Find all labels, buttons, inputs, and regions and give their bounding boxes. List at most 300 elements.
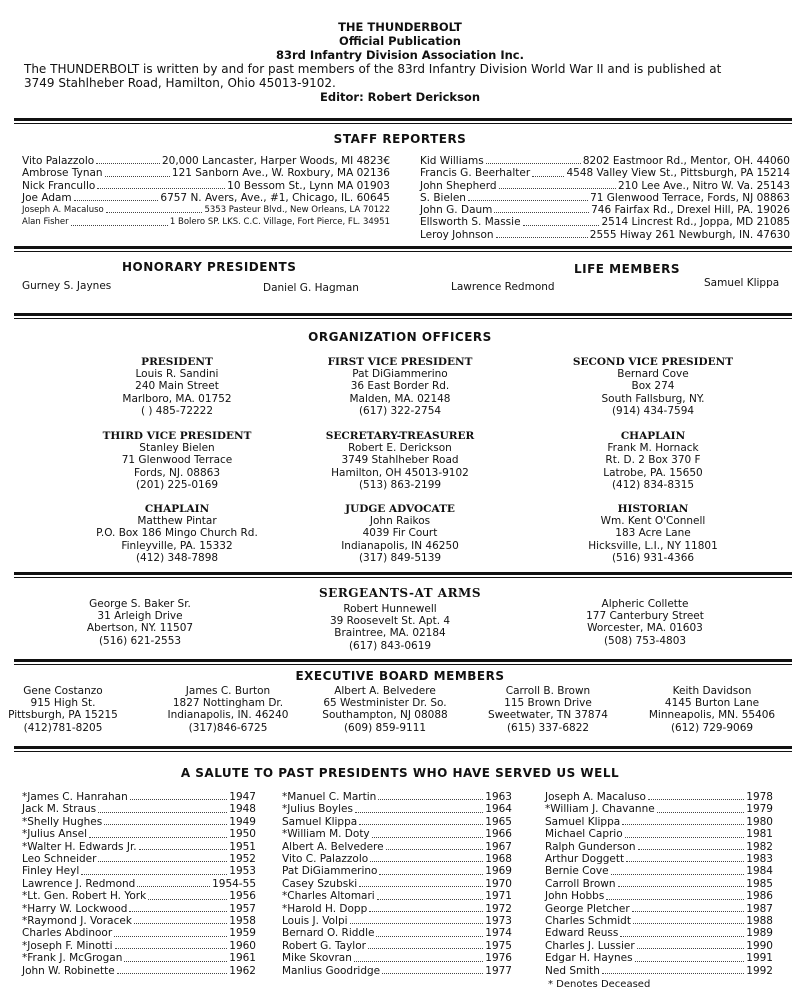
past-president-row xyxy=(22,865,256,877)
sergeant-phone: (508) 753-4803 xyxy=(603,634,687,647)
past-president-row xyxy=(22,803,256,815)
sergeant-address-line: 39 Roosevelt St. Apt. 4 xyxy=(329,615,451,628)
officer-phone: (412) 348-7898 xyxy=(135,551,219,564)
officer-phone: (317) 849-5139 xyxy=(358,551,442,564)
dot-leader xyxy=(359,816,483,825)
publication-description: The THUNDERBOLT is written by and for past members of the 83rd Infantry Division World War II and is published at xyxy=(24,62,722,76)
officer-phone: ( ) 485-72222 xyxy=(140,404,214,417)
sergeant-address-line: 177 Canterbury Street xyxy=(586,610,704,623)
divider xyxy=(14,659,792,665)
past-president-name: *Lt. Gen. Robert H. York xyxy=(22,890,147,903)
past-president-name: *Manuel C. Martin xyxy=(282,791,377,803)
officer-title: HISTORIAN xyxy=(617,503,689,515)
past-president-name: Albert A. Belvedere xyxy=(282,840,384,853)
officer-title: THIRD VICE PRESIDENT xyxy=(102,430,252,442)
masthead xyxy=(0,20,800,104)
officer-name: Matthew Pintar xyxy=(137,515,217,528)
past-president-name: Samuel Klippa xyxy=(282,815,358,828)
member-address-line: Pittsburgh, PA 15215 xyxy=(8,709,118,722)
past-president-year: 1971 xyxy=(485,890,512,903)
past-president-row xyxy=(545,903,773,915)
member-name: Gene Costanzo xyxy=(23,685,103,697)
dot-leader xyxy=(115,940,228,949)
past-president-name: *James C. Hanrahan xyxy=(22,791,128,803)
staff-reporter-name: Leroy Johnson xyxy=(420,228,494,241)
past-president-year: 1988 xyxy=(746,915,773,928)
staff-reporter-row xyxy=(420,167,790,179)
dot-leader xyxy=(148,890,227,899)
dot-leader xyxy=(89,828,227,837)
dot-leader xyxy=(622,816,744,825)
past-president-row xyxy=(22,828,256,840)
officer-title: FIRST VICE PRESIDENT xyxy=(327,356,473,368)
sergeant-entry xyxy=(540,598,750,647)
staff-reporter-row xyxy=(420,192,790,204)
dot-leader xyxy=(637,940,745,949)
past-president-year: 1978 xyxy=(746,791,773,803)
past-president-year: 1958 xyxy=(229,915,256,928)
past-president-name: John Hobbs xyxy=(545,890,605,903)
dot-leader xyxy=(638,841,745,850)
staff-reporter-address: 8202 Eastmoor Rd., Mentor, OH. 44060 xyxy=(582,155,790,167)
staff-reporter-name: S. Bielen xyxy=(420,191,466,204)
past-president-row xyxy=(282,927,512,939)
past-president-name: *Raymond J. Voracek xyxy=(22,915,132,928)
past-president-year: 1979 xyxy=(746,803,773,816)
sergeant-name: Robert Hunnewell xyxy=(343,603,437,615)
publication-subtitle: Official Publication xyxy=(339,34,461,48)
staff-reporter-name: Francis G. Beerhalter xyxy=(420,167,531,180)
staff-reporter-row xyxy=(420,180,790,192)
past-president-name: *Harry W. Lockwood xyxy=(22,902,128,915)
executive-board-title: EXECUTIVE BOARD MEMBERS xyxy=(295,669,505,683)
officer-address-line: 183 Acre Lane xyxy=(615,527,691,540)
past-president-year: 1961 xyxy=(229,952,256,965)
past-president-name: Edgar H. Haynes xyxy=(545,952,633,965)
past-president-row xyxy=(282,853,512,865)
past-president-row xyxy=(545,865,773,877)
past-president-row xyxy=(545,791,773,803)
officer-entry xyxy=(62,430,292,491)
past-president-year: 1984 xyxy=(746,865,773,878)
dot-leader xyxy=(354,952,483,961)
past-president-name: Joseph A. Macaluso xyxy=(545,791,646,803)
officer-address-line: P.O. Box 186 Mingo Church Rd. xyxy=(96,527,258,540)
staff-reporter-address: 5353 Pasteur Blvd., New Orleans, LA 70122 xyxy=(204,205,390,216)
officer-name: John Raikos xyxy=(369,515,431,528)
officer-address-line: Marlboro, MA. 01752 xyxy=(122,392,232,405)
dot-leader xyxy=(134,915,227,924)
past-president-row xyxy=(282,940,512,952)
staff-reporter-name: Ellsworth S. Massie xyxy=(420,216,521,229)
divider xyxy=(14,572,792,578)
organization-officers-title: ORGANIZATION OFFICERS xyxy=(308,330,492,344)
dot-leader xyxy=(355,803,483,812)
past-president-year: 1966 xyxy=(485,828,512,841)
officer-entry xyxy=(538,356,768,417)
past-president-year: 1974 xyxy=(485,927,512,940)
past-president-year: 1970 xyxy=(485,877,512,890)
dot-leader xyxy=(98,803,227,812)
officer-name: Louis R. Sandini xyxy=(135,368,219,381)
past-president-row xyxy=(22,791,256,803)
executive-member-entry xyxy=(305,685,465,734)
staff-reporter-row xyxy=(420,229,790,241)
sergeant-address-line: Braintree, MA. 02184 xyxy=(334,627,446,640)
dot-leader xyxy=(98,853,227,862)
officer-address-line: Hamilton, OH 45013-9102 xyxy=(331,466,469,479)
past-president-year: 1950 xyxy=(229,828,256,841)
member-phone: (612) 729-9069 xyxy=(670,721,754,734)
past-president-name: Arthur Doggett xyxy=(545,853,625,866)
dot-leader xyxy=(117,965,228,974)
past-president-name: *William M. Doty xyxy=(282,828,370,841)
divider xyxy=(14,118,792,124)
dot-leader xyxy=(377,890,484,899)
staff-reporters-title: STAFF REPORTERS xyxy=(333,132,467,146)
past-president-row xyxy=(22,878,256,890)
sergeant-name: George S. Baker Sr. xyxy=(89,598,191,610)
dot-leader xyxy=(632,903,745,912)
past-president-year: 1963 xyxy=(485,791,512,803)
past-president-year: 1985 xyxy=(746,877,773,890)
sergeants-at-arms-title: SERGEANTS-AT ARMS xyxy=(319,586,481,600)
sergeant-name: Alpheric Collette xyxy=(601,598,689,610)
past-president-year: 1983 xyxy=(746,853,773,866)
officer-address-line: Rt. D. 2 Box 370 F xyxy=(605,454,701,467)
dot-leader xyxy=(105,167,170,176)
past-president-row xyxy=(282,903,512,915)
staff-reporter-address: 1 Bolero SP. LKS. C.C. Village, Fort Pierce, FL. 34951 xyxy=(169,217,390,228)
member-name: Keith Davidson xyxy=(672,685,752,697)
association-name: 83rd Infantry Division Association Inc. xyxy=(276,48,524,62)
dot-leader xyxy=(359,878,483,887)
past-president-row xyxy=(545,878,773,890)
staff-reporter-name: Joe Adam xyxy=(22,191,72,204)
honorary-presidents-title: HONORARY PRESIDENTS xyxy=(122,260,297,274)
past-president-row xyxy=(545,890,773,902)
dot-leader xyxy=(468,192,588,201)
past-president-year: 1975 xyxy=(485,939,512,952)
officer-name: Wm. Kent O'Connell xyxy=(600,515,706,528)
officer-entry xyxy=(538,503,768,564)
past-president-name: Pat DiGiammerino xyxy=(282,865,378,878)
past-president-name: *Charles Altomari xyxy=(282,890,375,903)
past-president-year: 1981 xyxy=(746,828,773,841)
officer-phone: (412) 834-8315 xyxy=(611,478,695,491)
deceased-note: * Denotes Deceased xyxy=(548,979,651,990)
dot-leader xyxy=(368,940,483,949)
officer-name: Pat DiGiammerino xyxy=(352,368,448,381)
past-president-row xyxy=(282,803,512,815)
past-president-row xyxy=(22,952,256,964)
past-president-row xyxy=(545,803,773,815)
dot-leader xyxy=(369,903,483,912)
dot-leader xyxy=(378,791,483,800)
past-president-row xyxy=(282,878,512,890)
past-president-name: *William J. Chavanne xyxy=(545,803,655,816)
past-presidents-title: A SALUTE TO PAST PRESIDENTS WHO HAVE SERVED US WELL xyxy=(180,766,620,780)
dot-leader xyxy=(370,853,483,862)
past-president-row xyxy=(545,853,773,865)
dot-leader xyxy=(97,180,225,189)
officer-title: SECOND VICE PRESIDENT xyxy=(572,356,734,368)
past-president-name: Bernie Cove xyxy=(545,865,609,878)
past-presidents-column-1 xyxy=(22,791,256,977)
dot-leader xyxy=(523,216,600,225)
officer-address-line: 36 East Border Rd. xyxy=(350,380,450,393)
dot-leader xyxy=(499,180,616,189)
member-phone: (609) 859-9111 xyxy=(343,721,427,734)
officer-address-line: South Fallsburg, NY. xyxy=(601,392,705,405)
past-president-year: 1957 xyxy=(229,902,256,915)
past-presidents-column-2 xyxy=(282,791,512,977)
officer-address-line: Fords, NJ. 08863 xyxy=(133,466,221,479)
past-president-name: *Walter H. Edwards Jr. xyxy=(22,840,137,853)
past-president-name: George Pletcher xyxy=(545,902,630,915)
dot-leader xyxy=(74,192,159,201)
officer-entry xyxy=(62,356,292,417)
staff-reporter-name: Kid Williams xyxy=(420,155,484,167)
dot-leader xyxy=(379,865,483,874)
member-address-line: Sweetwater, TN 37874 xyxy=(488,709,608,722)
staff-reporter-name: Joseph A. Macaluso xyxy=(22,205,104,216)
staff-reporter-row xyxy=(22,204,390,216)
staff-reporter-address: 20,000 Lancaster, Harper Woods, MI 4823€ xyxy=(161,155,390,167)
officer-address-line: 240 Main Street xyxy=(135,380,219,393)
staff-reporter-row xyxy=(420,216,790,228)
past-president-row xyxy=(22,853,256,865)
member-phone: (615) 337-6822 xyxy=(506,721,590,734)
past-president-name: Ned Smith xyxy=(545,964,600,977)
past-president-name: *Shelly Hughes xyxy=(22,815,103,828)
past-president-name: Charles Schmidt xyxy=(545,915,631,928)
publication-title: THE THUNDERBOLT xyxy=(338,20,462,34)
member-name: Carroll B. Brown xyxy=(505,685,591,697)
dot-leader xyxy=(104,816,227,825)
past-president-year: 1962 xyxy=(229,964,256,977)
officer-entry xyxy=(285,356,515,417)
officer-title: JUDGE ADVOCATE xyxy=(345,503,455,515)
staff-reporter-address: 2514 Lincrest Rd., Joppa, MD 21085 xyxy=(601,216,790,229)
staff-reporter-name: John G. Daum xyxy=(420,204,493,217)
past-president-year: 1972 xyxy=(485,902,512,915)
past-president-row xyxy=(22,841,256,853)
member-address-line: Southampton, NJ 08088 xyxy=(322,709,448,722)
member-phone: (317)846-6725 xyxy=(188,721,268,734)
member-address-line: 915 High St. xyxy=(30,697,96,710)
past-president-name: Ralph Gunderson xyxy=(545,840,636,853)
past-president-name: Mike Skovran xyxy=(282,952,352,965)
officer-phone: (914) 434-7594 xyxy=(611,404,695,417)
dot-leader xyxy=(618,878,745,887)
past-president-year: 1969 xyxy=(485,865,512,878)
sergeant-address-line: Abertson, NY. 11507 xyxy=(86,622,194,635)
dot-leader xyxy=(129,903,227,912)
past-president-row xyxy=(22,927,256,939)
sergeant-phone: (617) 843-0619 xyxy=(348,639,432,652)
staff-reporter-address: 4548 Valley View St., Pittsburgh, PA 15214 xyxy=(566,167,790,180)
past-president-row xyxy=(282,828,512,840)
past-president-year: 1992 xyxy=(746,964,773,977)
officer-title: PRESIDENT xyxy=(141,356,213,368)
officer-title: CHAPLAIN xyxy=(620,430,686,442)
dot-leader xyxy=(81,865,227,874)
staff-reporter-name: Ambrose Tynan xyxy=(22,167,103,180)
past-president-name: *Julius Boyles xyxy=(282,803,353,816)
past-president-year: 1948 xyxy=(229,803,256,816)
past-president-name: Samuel Klippa xyxy=(545,815,621,828)
dot-leader xyxy=(386,841,484,850)
past-president-year: 1986 xyxy=(746,890,773,903)
past-president-name: Charles J. Lussier xyxy=(545,939,635,952)
dot-leader xyxy=(376,927,483,936)
past-president-name: Vito C. Palazzolo xyxy=(282,853,369,866)
past-president-name: Finley Heyl xyxy=(22,865,80,878)
past-president-year: 1989 xyxy=(746,927,773,940)
past-president-row xyxy=(22,903,256,915)
sergeant-entry xyxy=(285,603,495,652)
sergeant-address-line: Worcester, MA. 01603 xyxy=(587,622,703,635)
past-president-year: 1954-55 xyxy=(212,877,256,890)
editor-line: Editor: Robert Derickson xyxy=(319,90,481,104)
executive-member-entry xyxy=(148,685,308,734)
past-president-year: 1977 xyxy=(485,964,512,977)
divider xyxy=(14,313,792,319)
life-member: Samuel Klippa xyxy=(704,277,780,289)
divider xyxy=(14,246,792,252)
staff-reporter-address: 210 Lee Ave., Nitro W. Va. 25143 xyxy=(617,179,790,192)
officer-name: Bernard Cove xyxy=(617,368,689,381)
dot-leader xyxy=(130,791,228,800)
honorary-president: Lawrence Redmond xyxy=(451,281,555,293)
dot-leader xyxy=(626,853,744,862)
staff-reporter-name: Nick Francullo xyxy=(22,179,96,192)
past-president-name: Edward Reuss xyxy=(545,927,619,940)
dot-leader xyxy=(611,865,745,874)
staff-reporter-address: 2555 Hiway 261 Newburgh, IN. 47630 xyxy=(589,228,790,241)
past-president-row xyxy=(545,927,773,939)
dot-leader xyxy=(106,204,203,213)
past-president-year: 1967 xyxy=(485,840,512,853)
past-president-year: 1991 xyxy=(746,952,773,965)
past-president-row xyxy=(282,841,512,853)
sergeant-address-line: 31 Arleigh Drive xyxy=(97,610,183,623)
officer-phone: (513) 863-2199 xyxy=(358,478,442,491)
dot-leader xyxy=(657,803,745,812)
member-address-line: 1827 Nottingham Dr. xyxy=(172,697,284,710)
past-president-name: *Harold H. Dopp xyxy=(282,902,368,915)
member-address-line: Indianapolis, IN. 46240 xyxy=(167,709,289,722)
officer-address-line: Finleyville, PA. 15332 xyxy=(121,539,233,552)
staff-reporter-row xyxy=(22,216,390,228)
past-president-row xyxy=(282,816,512,828)
staff-list-left xyxy=(22,155,390,229)
staff-list-right xyxy=(420,155,790,241)
past-president-row xyxy=(22,915,256,927)
past-president-row xyxy=(282,965,512,977)
past-president-name: Manlius Goodridge xyxy=(282,964,381,977)
past-president-name: *Frank J. McGrogan xyxy=(22,952,123,965)
past-president-row xyxy=(545,816,773,828)
past-president-name: Lawrence J. Redmond xyxy=(22,877,136,890)
past-president-row xyxy=(22,890,256,902)
officer-address-line: Malden, MA. 02148 xyxy=(349,392,451,405)
past-president-row xyxy=(282,791,512,803)
member-address-line: 115 Brown Drive xyxy=(504,697,592,710)
dot-leader xyxy=(372,828,484,837)
past-president-row xyxy=(282,915,512,927)
dot-leader xyxy=(625,828,745,837)
past-president-name: John W. Robinette xyxy=(22,964,115,977)
executive-member-entry xyxy=(632,685,792,734)
past-president-row xyxy=(545,828,773,840)
past-president-year: 1990 xyxy=(746,939,773,952)
staff-reporter-row xyxy=(22,155,390,167)
dot-leader xyxy=(633,915,744,924)
past-president-name: Bernard O. Riddle xyxy=(282,927,375,940)
dot-leader xyxy=(606,890,744,899)
staff-reporter-address: 746 Fairfax Rd., Drexel Hill, PA. 19026 xyxy=(591,204,790,217)
dot-leader xyxy=(96,155,160,164)
past-presidents-column-3 xyxy=(545,791,773,977)
past-president-year: 1956 xyxy=(229,890,256,903)
divider xyxy=(14,746,792,752)
staff-reporter-row xyxy=(420,155,790,167)
member-address-line: 4145 Burton Lane xyxy=(664,697,760,710)
past-president-row xyxy=(282,952,512,964)
sergeant-phone: (516) 621-2553 xyxy=(98,634,182,647)
dot-leader xyxy=(635,952,745,961)
officer-phone: (516) 931-4366 xyxy=(611,551,695,564)
past-president-row xyxy=(545,915,773,927)
past-president-year: 1947 xyxy=(229,791,256,803)
officer-address-line: Indianapolis, IN 46250 xyxy=(341,539,459,552)
dot-leader xyxy=(532,167,564,176)
officer-title: CHAPLAIN xyxy=(144,503,210,515)
dot-leader xyxy=(350,915,484,924)
member-name: James C. Burton xyxy=(185,685,271,697)
past-president-year: 1960 xyxy=(229,939,256,952)
past-president-year: 1959 xyxy=(229,927,256,940)
past-president-year: 1951 xyxy=(229,840,256,853)
past-president-year: 1964 xyxy=(485,803,512,816)
dot-leader xyxy=(486,155,581,164)
staff-reporter-address: 121 Sanborn Ave., W. Roxbury, MA 02136 xyxy=(171,167,390,180)
officer-address-line: Latrobe, PA. 15650 xyxy=(603,466,703,479)
officer-name: Stanley Bielen xyxy=(139,442,215,455)
staff-reporter-row xyxy=(22,192,390,204)
past-president-name: Carroll Brown xyxy=(545,877,616,890)
dot-leader xyxy=(124,952,227,961)
officer-name: Robert E. Derickson xyxy=(348,442,452,455)
dot-leader xyxy=(71,216,168,225)
publication-address: 3749 Stahlheber Road, Hamilton, Ohio 45013-9102. xyxy=(24,76,336,90)
dot-leader xyxy=(602,965,744,974)
officer-entry xyxy=(538,430,768,491)
past-president-year: 1980 xyxy=(746,815,773,828)
member-address-line: Minneapolis, MN. 55406 xyxy=(648,709,776,722)
dot-leader xyxy=(496,229,588,238)
past-president-name: Michael Caprio xyxy=(545,828,623,841)
past-president-year: 1952 xyxy=(229,853,256,866)
past-president-row xyxy=(22,940,256,952)
staff-reporter-address: 71 Glenwood Terrace, Fords, NJ 08863 xyxy=(590,191,790,204)
staff-reporter-address: 6757 N. Avers, Ave., #1, Chicago, IL. 60645 xyxy=(160,191,390,204)
staff-reporter-address: 10 Bessom St., Lynn MA 01903 xyxy=(227,179,390,192)
staff-reporter-row xyxy=(22,180,390,192)
officer-address-line: 3749 Stahlheber Road xyxy=(341,454,459,467)
